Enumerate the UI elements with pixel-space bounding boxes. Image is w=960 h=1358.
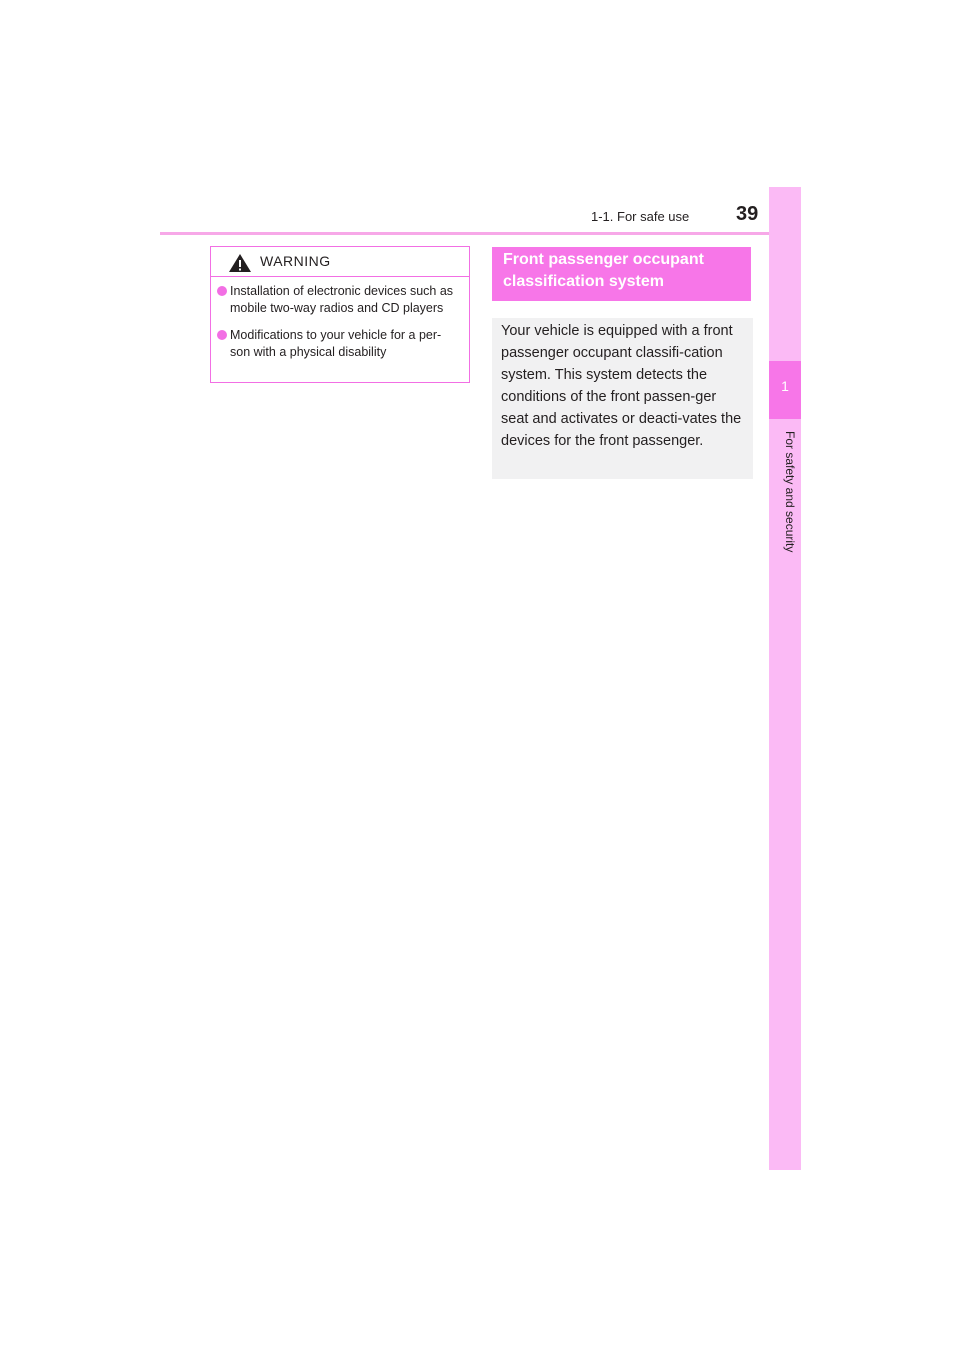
intro-text: Your vehicle is equipped with a front passenger occupant classifi-cation system. This system detects the conditions of the front passen-ger seat and activates or deacti-vates the devices for the front passenger. xyxy=(501,323,742,449)
warning-box xyxy=(210,246,470,383)
page-number: 39 xyxy=(736,203,759,225)
warning-title: WARNING xyxy=(260,253,331,269)
chapter-number: 1 xyxy=(781,378,789,394)
intro-box xyxy=(492,318,753,479)
warning-triangle-icon xyxy=(228,253,252,273)
header-rule xyxy=(160,232,769,235)
warning-item xyxy=(217,327,461,360)
chapter-side-tab[interactable] xyxy=(769,187,801,1170)
warning-item xyxy=(217,283,461,316)
warning-header xyxy=(211,247,469,277)
bullet-icon xyxy=(217,330,227,340)
bullet-icon xyxy=(217,286,227,296)
section-heading: Front passenger occupant classification system xyxy=(492,247,751,301)
chapter-title: For safety and security xyxy=(783,431,797,553)
warning-item-text: Installation of electronic devices such as mobile two-way radios and CD players xyxy=(230,284,454,315)
warning-list xyxy=(211,277,469,360)
header-section-title: 1-1. For safe use xyxy=(591,209,690,224)
warning-item-text: Modifications to your vehicle for a per-son with a physical disability xyxy=(230,328,442,359)
